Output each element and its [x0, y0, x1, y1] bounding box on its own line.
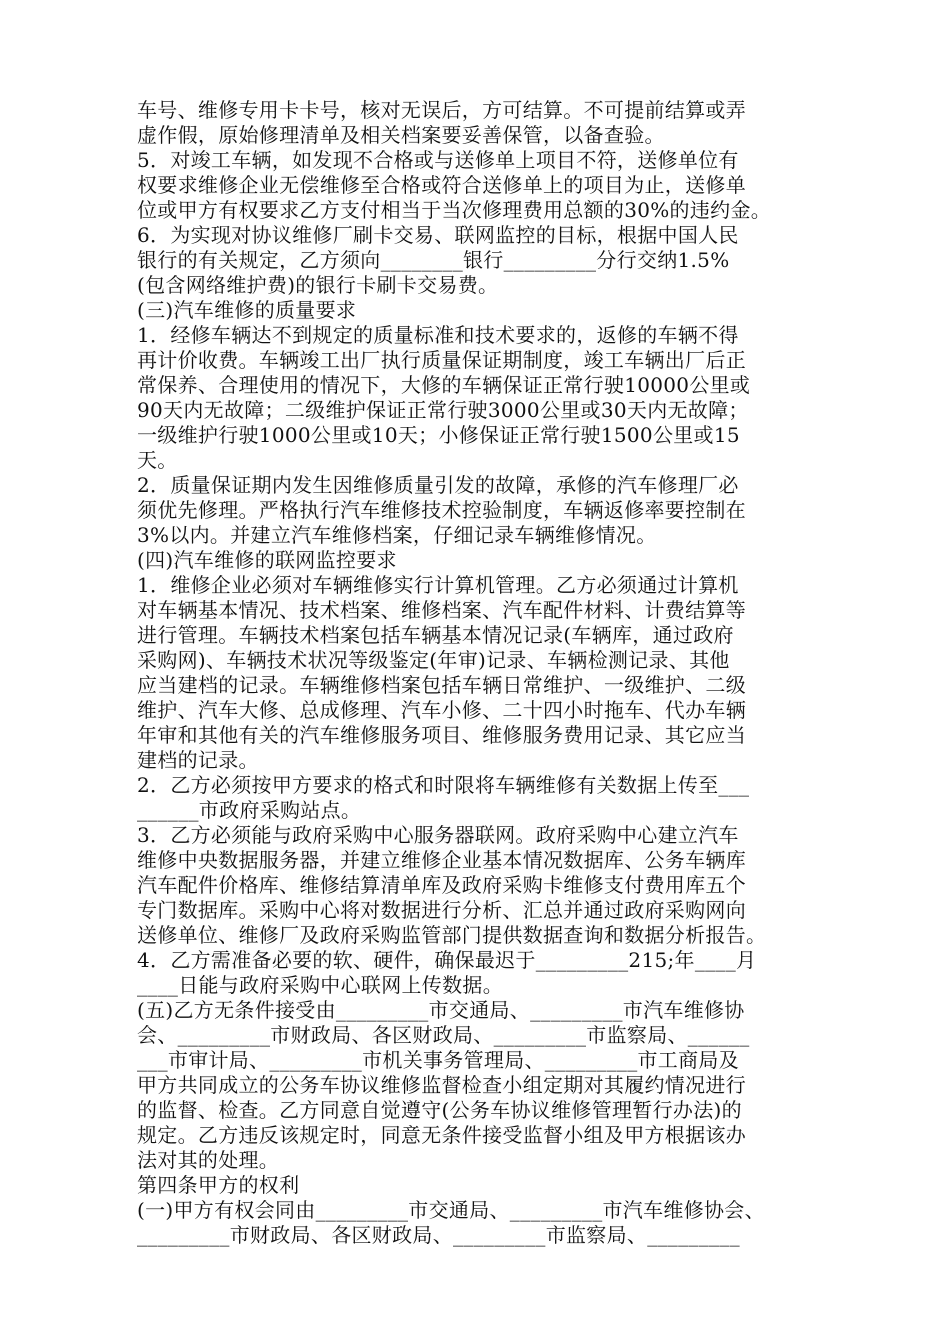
text-line: 3%以内。并建立汽车维修档案，仔细记录车辆维修情况。 [137, 523, 657, 547]
text-line: 再计价收费。车辆竣工出厂执行质量保证期制度，竣工车辆出厂后正 [137, 348, 746, 372]
text-line: 1．维修企业必须对车辆维修实行计算机管理。乙方必须通过计算机 [137, 573, 739, 597]
text-line: 银行的有关规定，乙方须向________银行_________分行交纳1.5% [137, 248, 730, 272]
text-line: 规定。乙方违反该规定时，同意无条件接受监督小组及甲方根据该办 [137, 1123, 746, 1147]
text-line: 对车辆基本情况、技术档案、维修档案、汽车配件材料、计费结算等 [137, 598, 746, 622]
text-line: 3．乙方必须能与政府采购中心服务器联网。政府采购中心建立汽车 [137, 823, 739, 847]
text-line: 建档的记录。 [137, 748, 259, 772]
text-line: 维护、汽车大修、总成修理、汽车小修、二十四小时拖车、代办车辆 [137, 698, 746, 722]
text-line: 车号、维修专用卡卡号，核对无误后，方可结算。不可提前结算或弄 [137, 98, 746, 122]
text-line: 2．乙方必须按甲方要求的格式和时限将车辆维修有关数据上传至___ [137, 773, 750, 797]
text-line: 年审和其他有关的汽车维修服务项目、维修服务费用记录、其它应当 [137, 723, 746, 747]
text-line: 的监督、检查。乙方同意自觉遵守(公务车协议维修管理暂行办法)的 [137, 1098, 742, 1122]
text-line: 汽车配件价格库、维修结算清单库及政府采购卡维修支付费用库五个 [137, 873, 746, 897]
text-line: ___市审计局、_________市机关事务管理局、_________市工商局及 [137, 1048, 739, 1072]
text-line: 4．乙方需准备必要的软、硬件，确保最迟于_________215;年____月 [137, 948, 757, 972]
section-heading: (三)汽车维修的质量要求 [137, 298, 357, 322]
text-line: 常保养、合理使用的情况下，大修的车辆保证正常行驶10000公里或 [137, 373, 751, 397]
text-line: 法对其的处理。 [137, 1148, 280, 1172]
text-line: 一级维护行驶1000公里或10天；小修保证正常行驶1500公里或15 [137, 423, 740, 447]
text-line: 1．经修车辆达不到规定的质量标准和技术要求的，返修的车辆不得 [137, 323, 739, 347]
text-line: 位或甲方有权要求乙方支付相当于当次修理费用总额的30%的违约金。 [137, 198, 772, 222]
text-line: 专门数据库。采购中心将对数据进行分析、汇总并通过政府采购网向 [137, 898, 746, 922]
section-heading: 第四条甲方的权利 [137, 1173, 300, 1197]
text-line: 送修单位、维修厂及政府采购监管部门提供数据查询和数据分析报告。 [137, 923, 767, 947]
section-heading: (四)汽车维修的联网监控要求 [137, 548, 397, 572]
text-line: _________市财政局、各区财政局、_________市监察局、_________ [137, 1223, 740, 1247]
text-line: 甲方共同成立的公务车协议维修监督检查小组定期对其履约情况进行 [137, 1073, 746, 1097]
text-line: (一)甲方有权会同由_________市交通局、_________市汽车维修协会、 [137, 1198, 765, 1222]
text-line: 90天内无故障；二级维护保证正常行驶3000公里或30天内无故障； [137, 398, 749, 422]
text-line: 6．为实现对协议维修厂刷卡交易、联网监控的目标，根据中国人民 [137, 223, 739, 247]
text-line: 进行管理。车辆技术档案包括车辆基本情况记录(车辆库，通过政府 [137, 623, 734, 647]
text-line: 2．质量保证期内发生因维修质量引发的故障，承修的汽车修理厂必 [137, 473, 739, 497]
text-line: ____日能与政府采购中心联网上传数据。 [137, 973, 503, 997]
text-line: 会、_________市财政局、各区财政局、_________市监察局、______ [137, 1023, 750, 1047]
text-line: 虚作假，原始修理清单及相关档案要妥善保管，以备查验。 [137, 123, 665, 147]
text-line: 天。 [137, 448, 178, 472]
text-line: 权要求维修企业无偿维修至合格或符合送修单上的项目为止，送修单 [137, 173, 746, 197]
document-body [137, 98, 817, 1248]
text-line: 须优先修理。严格执行汽车维修技术控验制度，车辆返修率要控制在 [137, 498, 746, 522]
text-line: 采购网)、车辆技术状况等级鉴定(年审)记录、车辆检测记录、其他 [137, 648, 730, 672]
text-line: 应当建档的记录。车辆维修档案包括车辆日常维护、一级维护、二级 [137, 673, 746, 697]
text-line: 5．对竣工车辆，如发现不合格或与送修单上项目不符，送修单位有 [137, 148, 739, 172]
text-line: (包含网络维护费)的银行卡刷卡交易费。 [137, 273, 499, 297]
text-line: (五)乙方无条件接受由_________市交通局、_________市汽车维修协 [137, 998, 745, 1022]
text-line: ______市政府采购站点。 [137, 798, 362, 822]
text-line: 维修中央数据服务器，并建立维修企业基本情况数据库、公务车辆库 [137, 848, 746, 872]
